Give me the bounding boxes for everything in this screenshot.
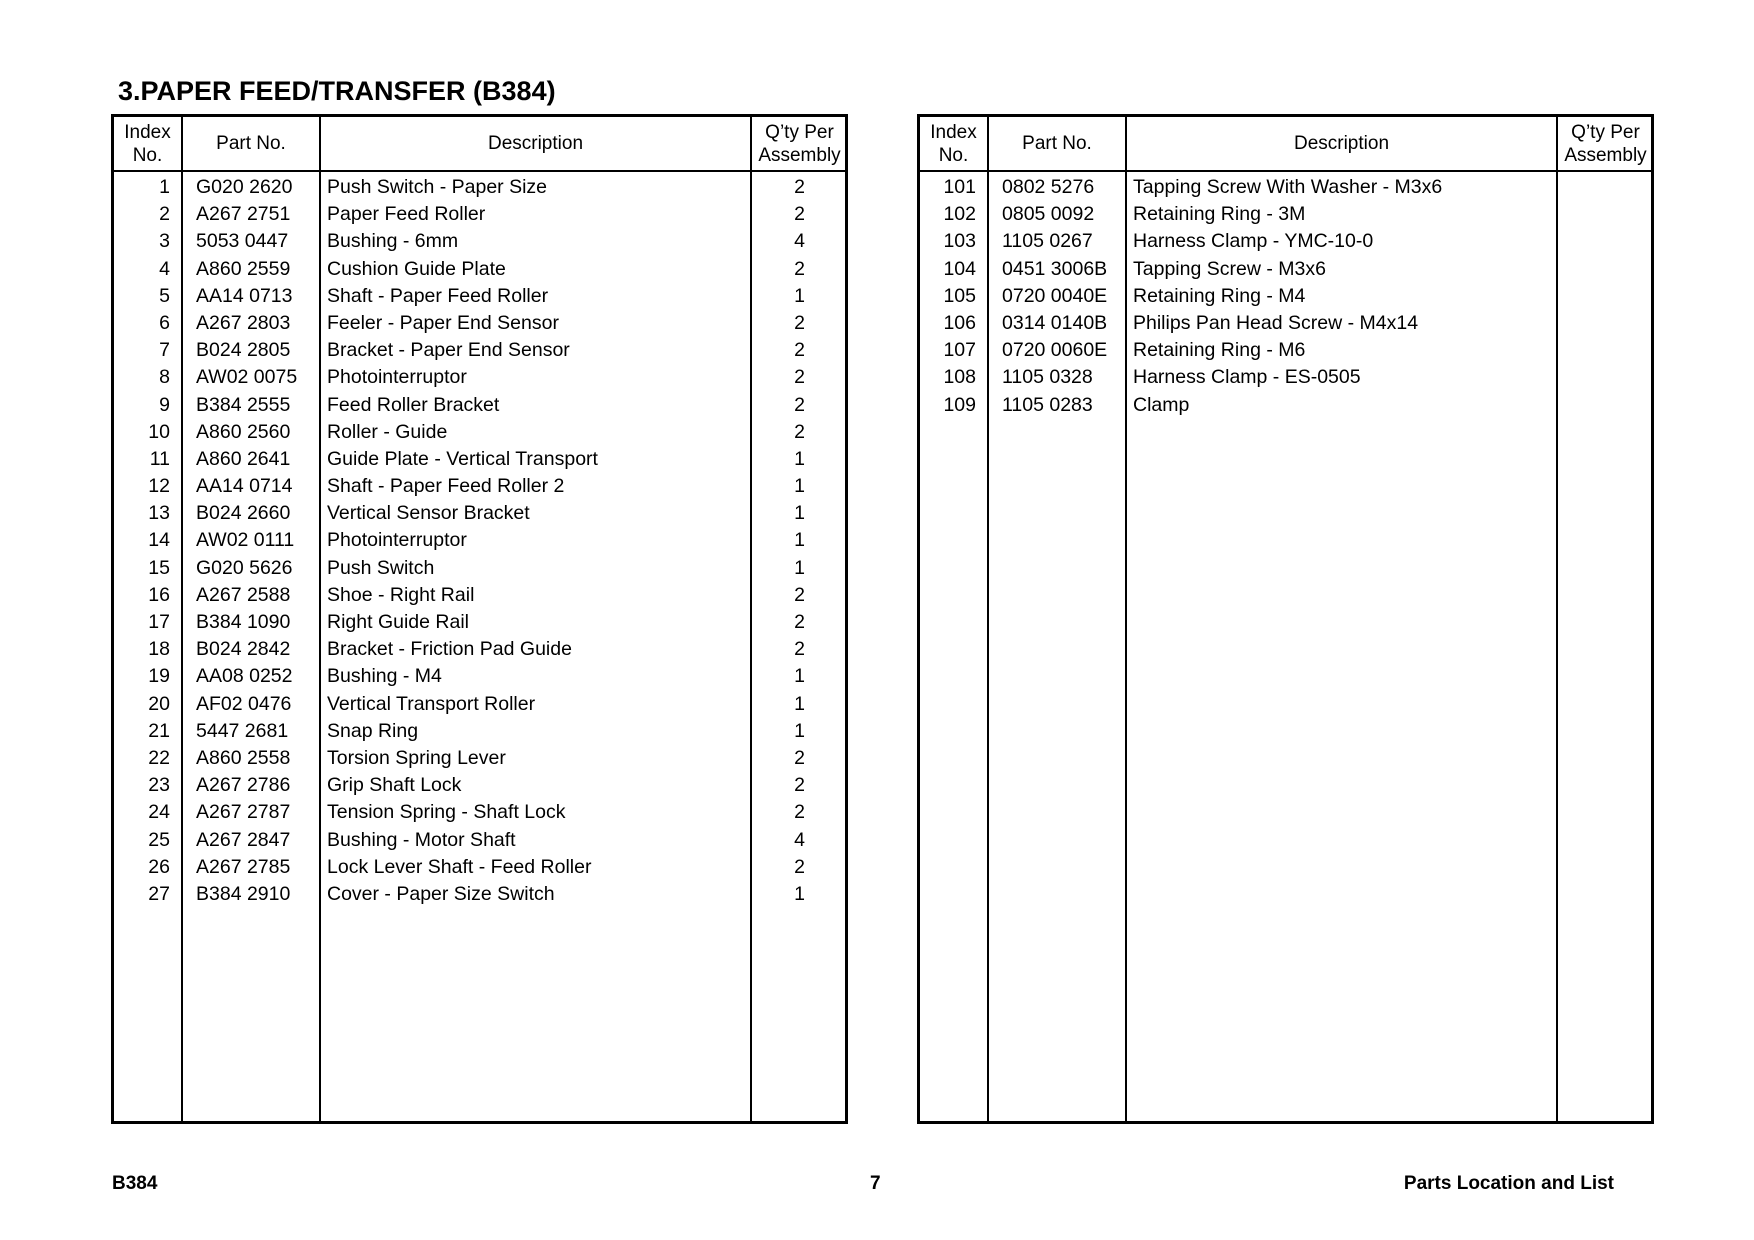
description-cell: Harness Clamp - ES-0505 bbox=[1133, 366, 1361, 389]
table-row bbox=[114, 716, 845, 743]
table-header bbox=[920, 117, 1651, 172]
part-no-cell: 0720 0060E bbox=[1002, 339, 1108, 362]
header-index bbox=[114, 117, 181, 170]
index-cell: 24 bbox=[148, 801, 170, 824]
index-cell: 7 bbox=[159, 339, 170, 362]
qty-cell: 2 bbox=[794, 746, 805, 769]
qty-cell: 1 bbox=[794, 882, 805, 905]
table-row bbox=[114, 444, 845, 471]
header-index-line1: Index bbox=[124, 121, 171, 143]
part-no-cell: 1105 0283 bbox=[1002, 393, 1093, 416]
index-cell: 105 bbox=[943, 284, 976, 307]
part-no-cell: B024 2660 bbox=[196, 502, 291, 525]
header-qty-line2: Assembly bbox=[758, 144, 841, 166]
description-cell: Bushing - 6mm bbox=[327, 230, 459, 253]
table-row bbox=[114, 879, 845, 906]
part-no-cell: 0802 5276 bbox=[1002, 176, 1095, 198]
table-row bbox=[114, 525, 845, 552]
description-cell: Shaft - Paper Feed Roller bbox=[327, 284, 549, 307]
qty-cell: 2 bbox=[794, 774, 805, 797]
table-row bbox=[920, 390, 1651, 417]
part-no-cell: 5447 2681 bbox=[196, 719, 289, 742]
header-index-line1: Index bbox=[930, 121, 977, 143]
table-row bbox=[114, 661, 845, 688]
table-row bbox=[114, 825, 845, 852]
part-no-cell: AA08 0252 bbox=[196, 665, 293, 688]
description-cell: Bushing - M4 bbox=[327, 665, 442, 688]
qty-cell: 1 bbox=[794, 447, 805, 470]
description-cell: Clamp bbox=[1133, 393, 1190, 416]
index-cell: 25 bbox=[148, 828, 170, 851]
footer-model: B384 bbox=[112, 1173, 158, 1194]
index-cell: 1 bbox=[159, 176, 170, 198]
table-row bbox=[920, 335, 1651, 362]
index-cell: 17 bbox=[148, 611, 170, 633]
qty-cell: 2 bbox=[794, 855, 805, 878]
description-cell: Feeler - Paper End Sensor bbox=[327, 311, 559, 334]
qty-cell: 2 bbox=[794, 257, 805, 280]
header-qty bbox=[1558, 117, 1653, 170]
part-no-cell: A267 2786 bbox=[196, 774, 291, 797]
qty-cell: 2 bbox=[794, 311, 805, 334]
description-cell: Vertical Sensor Bracket bbox=[327, 502, 530, 525]
header-qty-line1: Q’ty Per bbox=[765, 121, 834, 143]
parts-table-right bbox=[917, 114, 1654, 1124]
index-cell: 11 bbox=[149, 447, 170, 470]
table-row bbox=[920, 226, 1651, 253]
part-no-cell: 0805 0092 bbox=[1002, 203, 1095, 226]
part-no-cell: A267 2803 bbox=[196, 311, 291, 334]
description-cell: Cushion Guide Plate bbox=[327, 257, 506, 280]
part-no-cell: A860 2558 bbox=[196, 746, 291, 769]
table-row bbox=[114, 607, 845, 634]
description-cell: Lock Lever Shaft - Feed Roller bbox=[327, 855, 592, 878]
description-cell: Grip Shaft Lock bbox=[327, 774, 462, 797]
description-cell: Torsion Spring Lever bbox=[327, 746, 506, 769]
index-cell: 3 bbox=[159, 230, 170, 253]
index-cell: 19 bbox=[148, 665, 170, 688]
header-part-no: Part No. bbox=[1022, 133, 1092, 154]
table-body-left bbox=[114, 172, 845, 906]
part-no-cell: G020 5626 bbox=[196, 556, 293, 579]
qty-cell: 2 bbox=[794, 611, 805, 633]
table-row bbox=[920, 254, 1651, 281]
index-cell: 22 bbox=[148, 746, 170, 769]
table-row bbox=[114, 172, 845, 199]
description-cell: Cover - Paper Size Switch bbox=[327, 882, 555, 905]
description-cell: Push Switch - Paper Size bbox=[327, 176, 548, 198]
description-cell: Retaining Ring - M6 bbox=[1133, 339, 1306, 362]
index-cell: 4 bbox=[159, 257, 170, 280]
table-row bbox=[114, 281, 845, 308]
header-description: Description bbox=[487, 133, 584, 154]
description-cell: Harness Clamp - YMC-10-0 bbox=[1133, 230, 1374, 253]
part-no-cell: B384 2910 bbox=[196, 882, 291, 905]
qty-cell: 2 bbox=[794, 366, 805, 389]
index-cell: 101 bbox=[943, 176, 976, 198]
part-no-cell: B024 2842 bbox=[196, 638, 291, 661]
index-cell: 13 bbox=[148, 502, 170, 525]
table-row bbox=[114, 308, 845, 335]
table-row bbox=[114, 362, 845, 389]
header-qty-line2: Assembly bbox=[1564, 144, 1647, 166]
index-cell: 108 bbox=[943, 366, 976, 389]
qty-cell: 2 bbox=[794, 801, 805, 824]
description-cell: Tension Spring - Shaft Lock bbox=[327, 801, 566, 824]
index-cell: 106 bbox=[943, 311, 976, 334]
table-row bbox=[114, 335, 845, 362]
description-cell: Right Guide Rail bbox=[327, 611, 469, 633]
qty-cell: 1 bbox=[794, 665, 805, 688]
footer-page-number: 7 bbox=[870, 1173, 881, 1194]
table-row bbox=[114, 797, 845, 824]
qty-cell: 2 bbox=[794, 393, 805, 416]
qty-cell: 4 bbox=[794, 828, 805, 851]
part-no-cell: AW02 0075 bbox=[196, 366, 298, 389]
table-row bbox=[114, 743, 845, 770]
header-part-no: Part No. bbox=[216, 133, 286, 154]
qty-cell: 1 bbox=[794, 529, 805, 552]
description-cell: Vertical Transport Roller bbox=[327, 692, 536, 715]
part-no-cell: AF02 0476 bbox=[196, 692, 292, 715]
qty-cell: 2 bbox=[794, 339, 805, 362]
description-cell: Snap Ring bbox=[327, 719, 419, 742]
index-cell: 5 bbox=[159, 284, 170, 307]
qty-cell: 4 bbox=[794, 230, 805, 253]
qty-cell: 1 bbox=[794, 284, 805, 307]
index-cell: 27 bbox=[148, 882, 170, 905]
header-description: Description bbox=[1293, 133, 1390, 154]
qty-cell: 2 bbox=[794, 638, 805, 661]
index-cell: 18 bbox=[148, 638, 170, 661]
part-no-cell: AA14 0714 bbox=[196, 475, 293, 498]
header-qty bbox=[752, 117, 847, 170]
index-cell: 107 bbox=[943, 339, 976, 362]
table-row bbox=[114, 580, 845, 607]
table-row bbox=[114, 226, 845, 253]
qty-cell: 1 bbox=[794, 502, 805, 525]
index-cell: 104 bbox=[943, 257, 976, 280]
index-cell: 14 bbox=[148, 529, 170, 552]
part-no-cell: A267 2787 bbox=[196, 801, 291, 824]
part-no-cell: A860 2641 bbox=[196, 447, 291, 470]
qty-cell: 1 bbox=[794, 692, 805, 715]
qty-cell: 2 bbox=[794, 203, 805, 226]
description-cell: Photointerruptor bbox=[327, 529, 467, 552]
footer-section-title: Parts Location and List bbox=[1403, 1173, 1614, 1194]
description-cell: Retaining Ring - 3M bbox=[1133, 203, 1306, 226]
part-no-cell: B384 1090 bbox=[196, 611, 291, 633]
part-no-cell: A860 2559 bbox=[196, 257, 291, 280]
index-cell: 8 bbox=[159, 366, 170, 389]
page-title: 3.PAPER FEED/TRANSFER (B384) bbox=[118, 76, 556, 106]
table-row bbox=[114, 471, 845, 498]
index-cell: 9 bbox=[159, 393, 170, 416]
description-cell: Guide Plate - Vertical Transport bbox=[327, 447, 598, 470]
part-no-cell: A267 2785 bbox=[196, 855, 291, 878]
part-no-cell: B024 2805 bbox=[196, 339, 291, 362]
part-no-cell: B384 2555 bbox=[196, 393, 291, 416]
index-cell: 103 bbox=[943, 230, 976, 253]
description-cell: Bracket - Paper End Sensor bbox=[327, 339, 570, 362]
header-index-line2: No. bbox=[938, 144, 969, 166]
description-cell: Feed Roller Bracket bbox=[327, 393, 500, 416]
table-body-right bbox=[920, 172, 1651, 417]
table-row bbox=[114, 553, 845, 580]
part-no-cell: 0314 0140B bbox=[1002, 311, 1108, 334]
index-cell: 16 bbox=[148, 583, 170, 606]
qty-cell: 1 bbox=[794, 719, 805, 742]
description-cell: Tapping Screw With Washer - M3x6 bbox=[1133, 176, 1443, 198]
table-row bbox=[114, 199, 845, 226]
description-cell: Philips Pan Head Screw - M4x14 bbox=[1133, 311, 1419, 334]
index-cell: 10 bbox=[148, 420, 170, 443]
table-header bbox=[114, 117, 845, 172]
header-index bbox=[920, 117, 987, 170]
description-cell: Paper Feed Roller bbox=[327, 203, 486, 226]
table-row bbox=[920, 362, 1651, 389]
index-cell: 12 bbox=[148, 475, 170, 498]
index-cell: 2 bbox=[159, 203, 170, 226]
description-cell: Photointerruptor bbox=[327, 366, 467, 389]
qty-cell: 1 bbox=[794, 475, 805, 498]
part-no-cell: 5053 0447 bbox=[196, 230, 289, 253]
qty-cell: 2 bbox=[794, 176, 805, 198]
part-no-cell: AA14 0713 bbox=[196, 284, 293, 307]
index-cell: 109 bbox=[943, 393, 976, 416]
table-row bbox=[114, 689, 845, 716]
table-row bbox=[920, 281, 1651, 308]
part-no-cell: 0720 0040E bbox=[1002, 284, 1108, 307]
part-no-cell: 0451 3006B bbox=[1002, 257, 1108, 280]
qty-cell: 1 bbox=[794, 556, 805, 579]
description-cell: Bushing - Motor Shaft bbox=[327, 828, 516, 851]
description-cell: Shaft - Paper Feed Roller 2 bbox=[327, 475, 565, 498]
table-row bbox=[114, 770, 845, 797]
part-no-cell: AW02 0111 bbox=[196, 529, 295, 552]
parts-table-left bbox=[111, 114, 848, 1124]
description-cell: Retaining Ring - M4 bbox=[1133, 284, 1306, 307]
table-row bbox=[920, 199, 1651, 226]
index-cell: 102 bbox=[943, 203, 976, 226]
table-row bbox=[114, 634, 845, 661]
description-cell: Shoe - Right Rail bbox=[327, 583, 475, 606]
index-cell: 26 bbox=[148, 855, 170, 878]
index-cell: 20 bbox=[148, 692, 170, 715]
header-index-line2: No. bbox=[132, 144, 163, 166]
table-row bbox=[114, 417, 845, 444]
part-no-cell: 1105 0328 bbox=[1002, 366, 1093, 389]
part-no-cell: A860 2560 bbox=[196, 420, 291, 443]
part-no-cell: A267 2847 bbox=[196, 828, 291, 851]
table-row bbox=[920, 172, 1651, 199]
qty-cell: 2 bbox=[794, 420, 805, 443]
header-qty-line1: Q’ty Per bbox=[1571, 121, 1640, 143]
description-cell: Bracket - Friction Pad Guide bbox=[327, 638, 572, 661]
table-row bbox=[114, 852, 845, 879]
index-cell: 23 bbox=[148, 774, 170, 797]
part-no-cell: 1105 0267 bbox=[1002, 230, 1093, 253]
part-no-cell: A267 2588 bbox=[196, 583, 291, 606]
part-no-cell: G020 2620 bbox=[196, 176, 293, 198]
description-cell: Tapping Screw - M3x6 bbox=[1133, 257, 1326, 280]
index-cell: 21 bbox=[148, 719, 170, 742]
description-cell: Roller - Guide bbox=[327, 420, 448, 443]
index-cell: 6 bbox=[159, 311, 170, 334]
index-cell: 15 bbox=[148, 556, 170, 579]
part-no-cell: A267 2751 bbox=[196, 203, 291, 226]
description-cell: Push Switch bbox=[327, 556, 435, 579]
table-row bbox=[114, 254, 845, 281]
table-row bbox=[920, 308, 1651, 335]
table-row bbox=[114, 390, 845, 417]
table-row bbox=[114, 498, 845, 525]
qty-cell: 2 bbox=[794, 583, 805, 606]
